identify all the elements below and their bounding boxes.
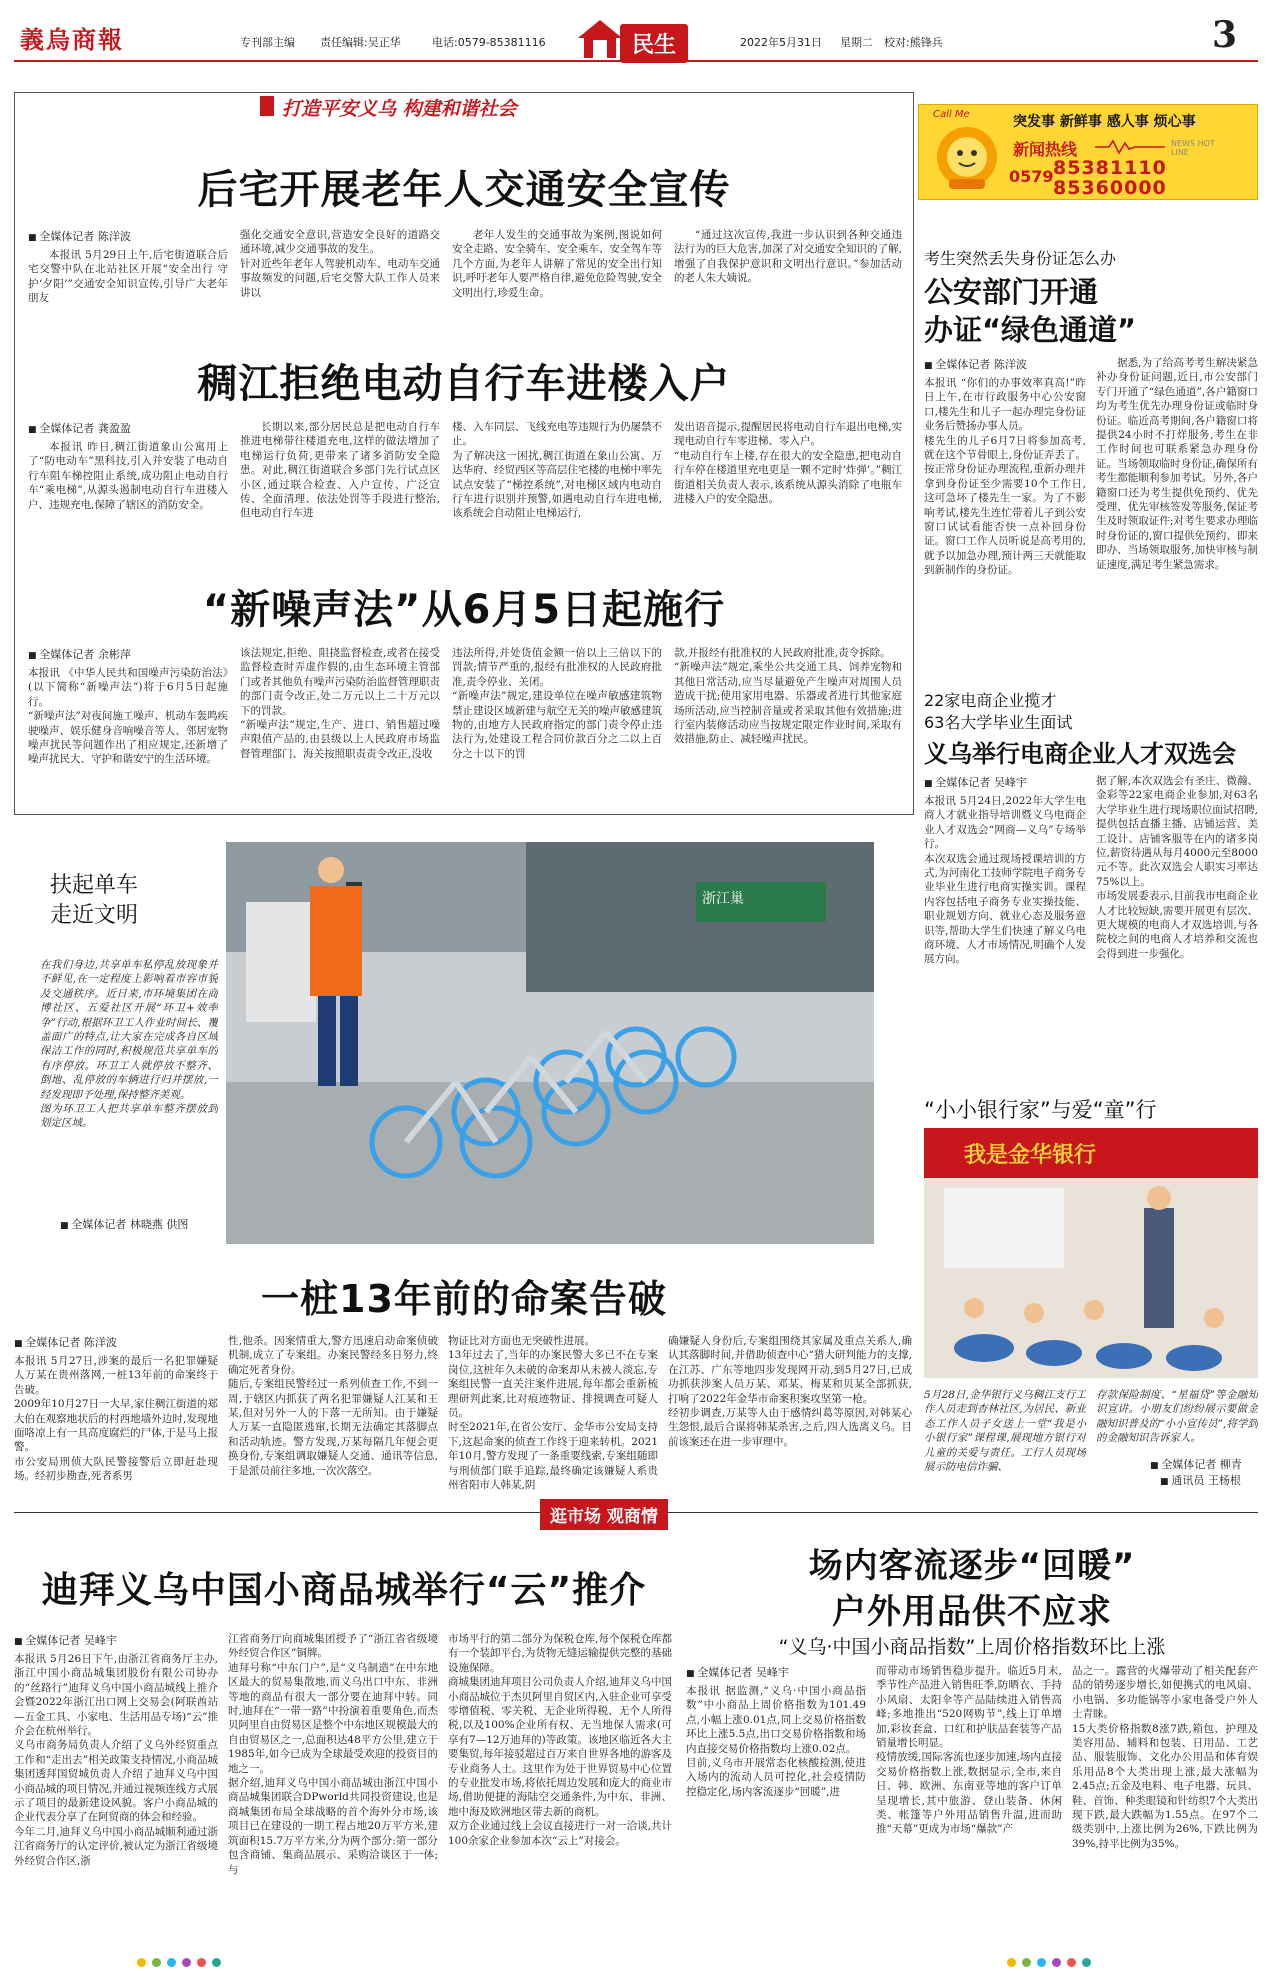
article6-title-2: 户外用品供不应求 — [832, 1592, 1112, 1632]
editor-label: 专刊部主编 — [240, 36, 295, 49]
footer-dots-right — [1004, 1956, 1094, 1970]
issue-weekday: 星期二 — [840, 36, 873, 49]
hotline-title: 新闻热线 — [1013, 140, 1078, 159]
sidebar-id-kicker: 考生突然丢失身份证怎么办 — [924, 249, 1117, 268]
footer-dot — [1007, 1958, 1016, 1967]
article3-col3: 违法所得,并处货值金额一倍以上三倍以下的罚款;情节严重的,报经有批准权的人民政府批准,责令停业、关闭。 “新噪声法”规定,建设单位在噪声敏感建筑物禁止建设区域新建与航空无关的噪声敏感建筑物的,由地方人民政府指定的部门责令停止违法行为,处建设工程合同价款百分之二以上百分之十以下的罚 — [452, 647, 662, 760]
article4-title: 一桩13年前的命案告破 — [261, 1277, 667, 1321]
sidebar-job-byline: ■ 全媒体记者 吴峰宇 — [924, 774, 1027, 790]
hotline-en: NEWS HOT LINE — [1171, 139, 1215, 157]
banner-marker — [260, 96, 274, 116]
footer-dots-left — [134, 1956, 224, 1970]
phone-number: 电话:0579-85381116 — [432, 36, 546, 49]
article5-col3: 市场平行的第二部分为保税仓库,每个保税仓库都有一个装卸平台,为货物无缝运输提供完整的基础设施保障。 商城集团迪拜项目公司负责人介绍,迪拜义乌中国小商品城位于杰贝阿里自贸区内,入驻企业可享受零增值税、零关税、无企业所得税、无个人所得税,以及100%企业所有权、无当地保人需求(可享有7—12万迪拜的)等政策。该地区临近各大主要集贸,每年接驳超过百万来自世界各地的游客及专业商务人士。这里作为处于世界贸易中心位置的专业批发市场,将依托周边发展和庞大的商业市场,借助便捷的海陆空交通条件,为中东、非洲、地中海及欧洲地区带去新的商机。 双方企业通过线上会议直接进行一对一洽谈,共计100余家企业参加本次“云上”对接会。 — [448, 1633, 672, 1847]
bank-credit-1: ■ 全媒体记者 柳青 — [1150, 1456, 1242, 1472]
article3-col4: 款,并报经有批准权的人民政府批准,责令拆除。 “新噪声法”规定,乘坐公共交通工具、饲养宠物和其他日常活动,应当尽量避免产生噪声对周围人员造成干扰;使用家用电器、乐器或者进行其他家庭场所活动,应当控制音量或者采取其他有效措施;进行室内装修活动应当按规定限定作业时间,采取有效措施,防止、减轻噪声扰民。 — [674, 647, 902, 746]
article4-byline: ■ 全媒体记者 陈洋波 — [14, 1334, 117, 1350]
article6-col2: 而带动市场销售稳步提升。临近5月末,季节性产品进入销售旺季,防晒衣、手持小风扇、太阳伞等产品陆续进入销售高峰;多地推出“520网购节”,线上订单增加,彩妆套盒、口红和护肤品套装等产品销量增长明显。 疫情放缓,国际客流也逐步加速,场内直接交易价格指数上涨,数据显示,全市,来自日、韩、欧洲、东南亚等地的客户订单呈现增长,其中旅游、登山装备、休闲类、帐篷等户外用品销售升温,进而助推“天幕”更成为市场“爆款”产 — [876, 1665, 1062, 1836]
phone-mascot-icon — [927, 111, 1007, 195]
house-icon — [576, 18, 624, 60]
photo-shop-sign: 浙江巢 — [702, 891, 744, 907]
footer-dot — [1082, 1958, 1091, 1967]
section-badge: 民生 — [620, 24, 688, 63]
article1-col4: “通过这次宣传,我进一步认识到各种交通违法行为的巨大危害,加深了对交通安全知识的了解,增强了自我保护意识和文明出行意识。”参加活动的老人朱大姨说。 — [674, 229, 902, 285]
article3-byline: ■ 全媒体记者 余彬萍 — [28, 646, 131, 662]
responsible-editor: 责任编辑:吴正华 — [320, 36, 401, 49]
article6-title-1: 场内客流逐步“回暖” — [808, 1546, 1136, 1586]
article1-col3: 老年人发生的交通事故为案例,图说如何安全走路、安全骑车、安全乘车、安全驾车等几个方面,为老年人讲解了常见的安全出行知识,呼吁老年人要严格自律,避免危险驾驶,安全文明出行,珍爱生命。 — [452, 229, 662, 299]
sidebar-id-byline: ■ 全媒体记者 陈洋波 — [924, 356, 1027, 372]
news-hotline-ad — [918, 104, 1258, 200]
sidebar-job-title: 义乌举行电商企业人才双选会 — [924, 740, 1236, 768]
safety-banner: 打造平安义乌 构建和谐社会 — [282, 98, 517, 120]
sidebar-job-kicker-2: 63名大学毕业生面试 — [924, 713, 1073, 732]
article5-byline: ■ 全媒体记者 吴峰宇 — [14, 1632, 117, 1648]
bike-photo-credit: ■ 全媒体记者 林晓燕 供图 — [60, 1216, 188, 1232]
article3-col2: 该法规定,拒绝、阻挠监督检查,或者在接受监督检查时弄虚作假的,由生态环境主管部门或者其他负有噪声污染防治监督管理职责的部门责令改正,处二万元以上二十万元以下的罚款。 “新噪声法”规定,生产、进口、销售超过噪声限值产品的,由县级以上人民政府市场监督管理部门、海关按照职责责令改正,没收 — [240, 647, 440, 760]
sidebar-job-col2: 据了解,本次双选会有圣庄、微瀚、金彩等22家电商企业参加,对63名大学毕业生进行现场职位面试招聘,提供包括直播主播、店铺运营、美工设计、店铺客服等在内的诸多岗位,薪资待遇从每月4000元至8000元不等。此次双选会人职实习率达75%以上。 市场发展委表示,目前我市电商企业人才比较短缺,需要开展更有层次、更大规模的电商人才双选培训,与各院校之间的电商人才培养和交流也会得到进一步强化。 — [1096, 775, 1258, 960]
hotline-number-1: 85381110 — [1053, 157, 1167, 179]
footer-dot — [152, 1958, 161, 1967]
sidebar-id-title-1: 公安部门开通 — [924, 275, 1099, 309]
article1-col2: 强化交通安全意识,营造安全良好的道路交通环境,减少交通事故的发生。 针对近些年老年人驾驶机动车、电动车交通事故频发的问题,后宅交警大队工作人员来讲以 — [240, 229, 440, 299]
bike-title-1: 扶起单车 — [50, 873, 139, 898]
bank-photo — [924, 1128, 1258, 1378]
article5-col2: 江省商务厅向商城集团授予了“浙江省省级境外经贸合作区”铜牌。 迪拜号称“中东门户”,是“义乌制造”在中东地区最大的贸易集散地,而义乌出口中东、非洲等地的商品有很大一部分要在迪拜中转。同时,迪拜在“一带一路”中扮演着重要角色,而杰贝阿里自由贸易区是整个中东地区规模最大的自由贸易区之一,总面积达48平方公里,建立于1985年,如今已成为全球最受欢迎的投资目的地之一。 据介绍,迪拜义乌中国小商品城由浙江中国小商品城集团联合DPworld共同投资建设,也是商城集团布局全球战略的首个海外分市场,该项目已在建设的一期工程占地20万平方米,建筑面积15.7万平方米,分为两个部分:第一部分包含商铺、集商品展示、采购洽谈区于一体;与 — [228, 1633, 438, 1876]
hotline-tag: Call Me — [933, 109, 970, 120]
sidebar-job-kicker-1: 22家电商企业揽才 — [924, 691, 1057, 710]
sidebar-id-col2: 据悉,为了给高考考生解决紧急补办身份证问题,近日,市公安部门专门开通了“绿色通道”,各户籍窗口均为考生优先办理身份证或临时身份证。临近高考期间,各户籍窗口将提供24小时不打烊服务,考生在非工作时间也可联系紧急办理身份证。当场领取临时身份证,确保所有考生都能顺利参加考试。另外,各户籍窗口还为考生提供免预约、优先受理、优先审核签发等服务,保证考生及时领取证件;对考生要求办理临时身份证的,窗口提供免预约、即来即办、当场领取服务,加快审核与制证速度,满足考生紧急需求。 — [1096, 357, 1258, 571]
article4-col1: 本报讯 5月27日,涉案的最后一名犯罪嫌疑人万某在贵州落网,一桩13年前的命案终于告破。 2009年10月27日一大早,家住稠江街道的郑大伯在观察地状后的村西地墙外边时,发现地面咯凉上有一具高度腐烂的尸体,于是马上报警。 市公安局刑侦大队民警接警后立即赶赴现场。经初步勘查,死者系男 — [14, 1355, 218, 1483]
bank-caption-2: 存款保险制度、“星福贷”等金融知识宣讲。小朋友们纷纷展示要做金融知识普及的“小小宣传员”,将学到的金融知识告诉家人。 — [1096, 1389, 1258, 1445]
bike-title-2: 走近文明 — [50, 903, 139, 928]
hotline-slogan: 突发事 新鲜事 感人事 烦心事 — [1013, 114, 1196, 130]
bank-caption-1: 5月28日,金华银行义乌稠江支行工作人员走到杏林社区,为居民、新业态工作人员子女送上一堂“我是小小银行家”课程课,展现地方银行对儿童的关爱与责任。工行人员现场展示防电信诈骗、 — [924, 1389, 1086, 1474]
footer-dot — [1022, 1958, 1031, 1967]
article2-col4: 发出语音提示,提醒居民将电动自行车退出电梯,实现电动自行车零进梯、零入户。 “电动自行车上楼,存在很大的安全隐患,把电动自行车停在楼道里充电更是一颗不定时‘炸弹’。”稠江街道相关负责人表示,该系统从源头消除了电瓶车进楼入户的安全隐患。 — [674, 421, 902, 506]
proofreader: 校对:熊锋兵 — [884, 36, 943, 49]
hotline-area-code: 0579 — [1009, 167, 1054, 186]
footer-dot — [167, 1958, 176, 1967]
bike-photo — [226, 842, 874, 1244]
article1-byline: ■ 全媒体记者 陈洋波 — [28, 228, 131, 244]
article6-subtitle: “义乌·中国小商品指数”上周价格指数环比上涨 — [778, 1636, 1166, 1658]
footer-dot — [212, 1958, 221, 1967]
masthead-rule — [14, 60, 1258, 62]
article1-title: 后宅开展老年人交通安全宣传 — [197, 167, 731, 213]
footer-dot — [1052, 1958, 1061, 1967]
article2-title: 稠江拒绝电动自行车进楼入户 — [197, 361, 731, 407]
footer-dot — [137, 1958, 146, 1967]
article4-col2: 性,他杀。因案情重大,警方迅速启动命案侦破机制,成立了专案组。办案民警经多日努力,终确定死者身份。 随后,专案组民警经过一系列侦查工作,不到一周,于辖区内抓获了两名犯罪嫌疑人江某和王某,但对另外一人的下落一无所知。由于嫌疑人万某一直隐匿逃窜,长期无法确定其落脚点和活动轨迹。警方发现,万某每隔几年便会更换身份,专案组调取嫌疑人交通、通讯等信息,于是派员前往多地,一次次落空。 — [228, 1335, 438, 1477]
article6-col1: 本报讯 据监测,“义乌·中国小商品指数”中小商品上周价格指数为101.49点,小幅上涨0.01点,同上交易价格指数环比上涨5.5点,出口交易价格指数和场内直接交易价格指数均上涨0.02点。 目前,义乌市开展常态化核酸检测,使进入场内的流动人员可控化,社会疫情防控稳定化,场内客流逐步“回暖”,进 — [686, 1685, 866, 1798]
bank-title: “小小银行家”与爱“童”行 — [924, 1098, 1157, 1122]
article2-col3: 楼、入车同层、飞线充电等违规行为仍屡禁不止。 为了解决这一困扰,稠江街道在象山公寓、万达华府、经贸西区等高层住宅楼的电梯中率先试点安装了“梯控系统”,对电梯区域内电动自行车进行识别并预警,如遇电动自行车进电梯,该系统会自动阻止电梯运行, — [452, 421, 662, 520]
article4-col3: 物证比对方面也无突破性进展。 13年过去了,当年的办案民警大多已不在专案岗位,这桩年久未破的命案却从未被人淡忘,专案组民警一直关注案件进展,每年都会重新梳理研判此案,比对痕迹物证、排摸调查可疑人员。 时至2021年,在省公安厅、金华市公安局支持下,这起命案的侦查工作终于迎来转机。2021年10月,警方发现了一条重要线索,专案组随即与刑侦部门联手追踪,最终确定该嫌疑人系贵州省阳市人韩某,阴 — [448, 1335, 658, 1490]
footer-dot — [182, 1958, 191, 1967]
footer-dot — [1037, 1958, 1046, 1967]
footer-dot — [197, 1958, 206, 1967]
article2-byline: ■ 全媒体记者 龚盈盈 — [28, 420, 131, 436]
bank-credit-2: ■ 通讯员 王杨根 — [1160, 1472, 1241, 1488]
sidebar-id-title-2: 办证“绿色通道” — [924, 313, 1137, 347]
article1-col1: 本报讯 5月29日上午,后宅街道联合后宅交警中队在北站社区开展“安全出行 守护‘夕阳’”交通安全知识宣传,引导广大老年朋友 — [28, 249, 228, 305]
article3-title: “新噪声法”从6月5日起施行 — [202, 587, 726, 633]
article5-title: 迪拜义乌中国小商品城举行“云”推介 — [41, 1570, 647, 1611]
bike-caption: 在我们身边,共享单车私停乱放现象并不鲜见,在一定程度上影响着市容市貌及交通秩序。近日来,市环境集团在商博社区、五爱社区开展“环卫+效率争”行动,根据环卫工人作业时间长、覆盖面广的特点,让大家在完成各自区域保洁工作的同时,积极规范共享单车的有序停放。环卫工人就停放不整齐、倒地、乱停放的车辆进行归并摆放,一经发现即予处理,保持整齐美观。 图为环卫工人把共享单车整齐摆放到划定区域。 — [40, 959, 218, 1130]
article5-col1: 本报讯 5月26日下午,由浙江省商务厅主办,浙江中国小商品城集团股份有限公司协办的“丝路行”迪拜义乌中国小商品城线上推介会暨2022年浙江出口网上交易会(阿联酋站—五金工具、小家电、生活用品专场)“云”推介会在杭州举行。 义乌市商务局负责人介绍了义乌外经贸重点工作和“走出去”相关政策支持情况,小商品城集团透拜国贸城负责人介绍了迪拜义乌中国小商品城的项目情况,并通过视频连线方式展示了项目的最新建设风貌。客户小商品城的企业代表分享了在阿贸商的体会和经验。 今年二月,迪拜义乌中国小商品城顺利通过浙江省商务厅的认定评价,被认定为浙江省级境外经贸合作区,浙 — [14, 1653, 218, 1867]
page-number: 3 — [1212, 14, 1238, 56]
article3-col1: 本报讯 《中华人民共和国噪声污染防治法》(以下简称“新噪声法”)将于6月5日起施行。 “新噪声法”对夜间施工噪声、机动车轰鸣疾驶噪声、娱乐健身音响噪音等人、邻居宠物噪声扰民等问题作出了相应规定,还新增了噪声扰民大、守护和谐安宁的生活环境。 — [28, 667, 228, 766]
article2-col1: 本报讯 昨日,稠江街道象山公寓用上了“防电动车”黑科技,引入并安装了电动自行车阻车梯控阻止系统,成功阻止电动自行车“乘电梯”,从源头遏制电动自行车进楼入户、违规充电,保障了辖区的消防安全。 — [28, 441, 228, 511]
sidebar-id-col1: 本报讯 “你们的办事效率真高!”昨日上午,在市行政服务中心公安窗口,楼先生和儿子一起办理完身份证业务后赞扬办事人员。 楼先生的儿子6月7日将参加高考,就在这个节骨眼上,身份证弄丢了。按正常身份证办理流程,重新办理并拿到身份证至少需要10个工作日,这可急坏了楼先生一家。为了不影响考试,楼先生连忙带着儿子到公安窗口试试看能否快一点补回身份证。窗口工作人员听说是高考用的,就予以加急办理,预计两三天就能取到新制作的身份证。 — [924, 377, 1086, 577]
masthead-logo: 義烏商報 — [20, 25, 124, 54]
article4-col4: 确嫌疑人身份后,专案组围绕其家属及重点关系人,确认其落脚时间,并借助侦查中心“猎大研判能力的支撑,在江苏、广东等地四步发现网开动,到5月27日,已成功抓获涉案人员万某、邓某、梅某和贝某全部抓获,打响了2022年金华市命案积案攻坚第一枪。 经初步调查,万某等人由于感情纠葛等原因,对韩某心生怨恨,最后合谋将韩某杀害,之后,四人选离义乌。目前该案还在进一步审理中。 — [668, 1335, 912, 1448]
article6-col3: 品之一。露营的火爆带动了相关配套产品的销势逐步增长,如便携式的电风扇、小电锅、多功能锅等小家电备受户外人士青睐。 15大类价格指数8涨7跌,箱包、护理及美容用品、辅料和包装、日用品、工艺品、服装服饰、文化办公用品和体育娱乐用品8个大类出现上涨,最大涨幅为2.45点;五金及电料、电子电器、玩具、鞋、首饰、种类眼镜和针纺织7个大类出现下跌,最大跌幅为1.55点。在97个二级类别中,上涨比例为26%,下跌比例为39%,持平比例为35%。 — [1072, 1665, 1258, 1850]
section2-label: 逛市场 观商情 — [540, 1499, 668, 1530]
hotline-number-2: 85360000 — [1053, 177, 1167, 199]
bank-photo-banner: 我是金华银行 — [964, 1143, 1097, 1168]
article6-byline: ■ 全媒体记者 吴峰宇 — [686, 1664, 789, 1680]
footer-dot — [1067, 1958, 1076, 1967]
sidebar-job-col1: 本报讯 5月24日,2022年大学生电商人才就业指导培训暨义乌电商企业人才双选会“网商—义乌”专场举行。 本次双选会通过现场授课培训的方式,为河南化工技师学院电子商务专业毕业生进行电商实操实训。课程内容包括电子商务专业实操技能、职业规划方向、就业心态及服务意识等,帮助大学生们快速了解义乌电商环境、人才市场情况,明确个人发展方向。 — [924, 795, 1086, 966]
article2-col2: 长期以来,部分居民总是把电动自行车推进电梯带往楼道充电,这样的做法增加了电梯运行负荷,更带来了诸多消防安全隐患。对此,稠江街道联合多部门先行试点区小区,通过联合检查、入户宣传、广泛宣传、全面清理、依法处罚等手段进行整治,但电动自行车进 — [240, 421, 440, 520]
pulse-line-icon — [1095, 139, 1165, 155]
issue-date: 2022年5月31日 — [740, 36, 822, 49]
